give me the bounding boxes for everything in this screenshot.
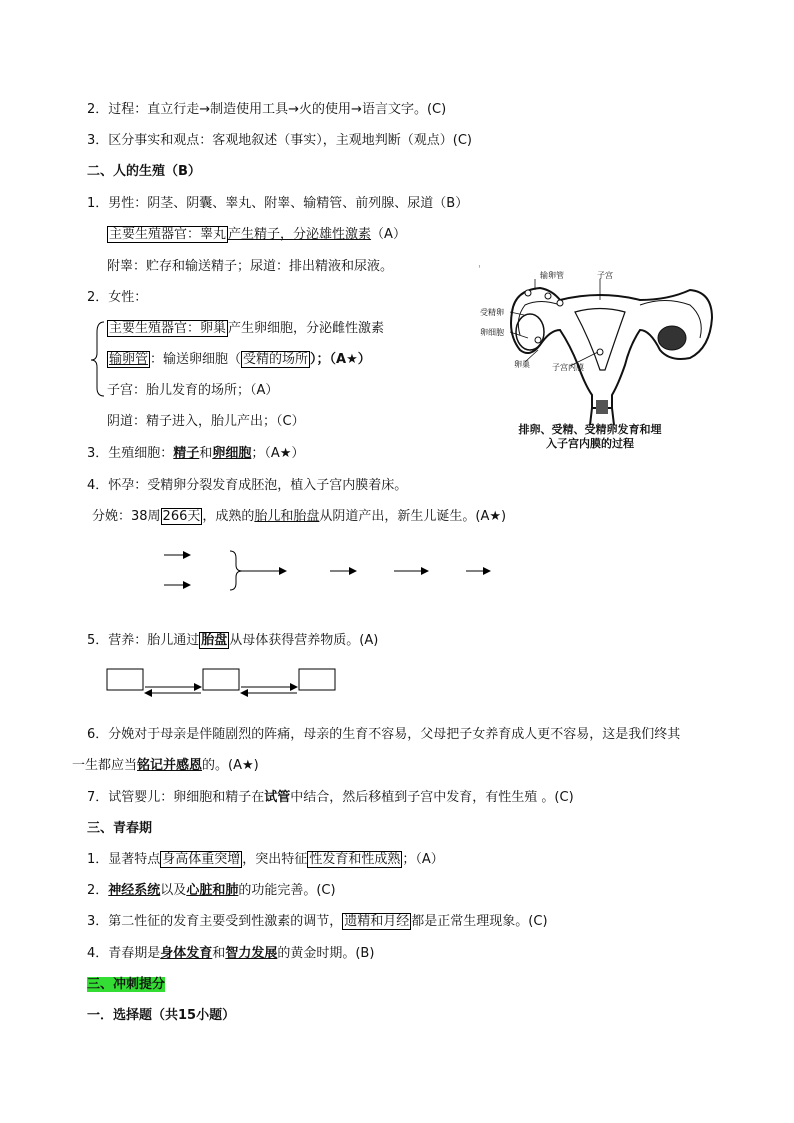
- puberty-line-1: 1．显著特点 身高体重突增 ，突出特征 性发育和性成熟 ；（A）: [87, 852, 444, 867]
- diagram-mark: ': [478, 264, 481, 275]
- female-ovary-line: 主要生殖器官：卵巢 产生卵细胞，分泌雌性激素: [109, 321, 385, 336]
- nutrition-line: 5．营养：胎儿通过 胎盘 从母体获得营养物质。(A): [87, 633, 379, 648]
- label-endometrium: 子宫内膜: [552, 363, 584, 372]
- paragraph-6-line-2: 一生都应当铭记并感恩的。(A★): [72, 758, 259, 773]
- label-ovary: 卵巢: [514, 360, 530, 369]
- puberty-line-4: 4．青春期是身体发育和智力发展的黄金时期。(B): [87, 946, 375, 961]
- puberty-line-2: 2．神经系统以及心脏和肺的功能完善。(C): [87, 883, 336, 898]
- male-main-organ-line: 主要生殖器官：睾丸 产生精子，分泌雄性激素（A）: [109, 227, 406, 242]
- germ-cells-line: 3．生殖细胞：精子和卵细胞；（A★）: [87, 446, 305, 461]
- female-vagina-line: 阴道：精子进入，胎儿产出；（C）: [107, 414, 305, 429]
- fact-opinion-line: 3．区分事实和观点：客观地叙述（事实），主观地判断（观点）(C): [87, 133, 472, 148]
- label-egg-cell: 卵细胞: [480, 328, 504, 337]
- diagram-caption: 排卵、受精、受精卵发育和埋 入子宫内膜的过程: [518, 423, 662, 450]
- label-fertilized-egg: 受精卵: [480, 308, 504, 317]
- sprint-heading: 三、冲刺提分: [87, 977, 166, 992]
- label-oviduct: 输卵管: [540, 271, 564, 280]
- female-uterus-line: 子宫：胎儿发育的场所；（A）: [107, 383, 279, 398]
- pregnancy-line: 4．怀孕：受精卵分裂发育成胚泡，植入子宫内膜着床。: [87, 478, 408, 493]
- section-heading-reproduction: 二、人的生殖（B）: [87, 164, 201, 179]
- ivf-line: 7．试管婴儿：卵细胞和精子在试管中结合，然后移植到子宫中发育，有性生殖 。(C): [87, 790, 574, 805]
- process-line: 2．过程：直立行走→制造使用工具→火的使用→语言文字。(C): [87, 102, 447, 117]
- label-uterus: 子宫: [597, 271, 613, 280]
- female-heading-line: 2．女性：: [87, 290, 148, 305]
- female-tube-line: 输卵管 ：输送卵细胞（ 受精的场所 ）；（A★）: [109, 352, 371, 367]
- choice-heading: 一．选择题（共15小题）: [87, 1008, 236, 1023]
- epididymis-line: 附睾：贮存和输送精子；尿道：排出精液和尿液。: [107, 259, 394, 274]
- section-heading-puberty: 三、青春期: [87, 821, 153, 836]
- male-organs-line: 1．男性：阴茎、阴囊、睾丸、附睾、输精管、前列腺、尿道（B）: [87, 196, 469, 211]
- puberty-line-3: 3．第二性征的发育主要受到性激素的调节， 遗精和月经 都是正常生理现象。(C): [87, 914, 548, 929]
- birth-line: 分娩：38周 266天 ，成熟的胎儿和胎盘从阴道产出，新生儿诞生。(A★): [92, 509, 507, 524]
- paragraph-6-line-1: 6．分娩对于母亲是伴随剧烈的阵痛，母亲的生育不容易，父母把子女养育成人更不容易，这是我们终其: [87, 727, 681, 742]
